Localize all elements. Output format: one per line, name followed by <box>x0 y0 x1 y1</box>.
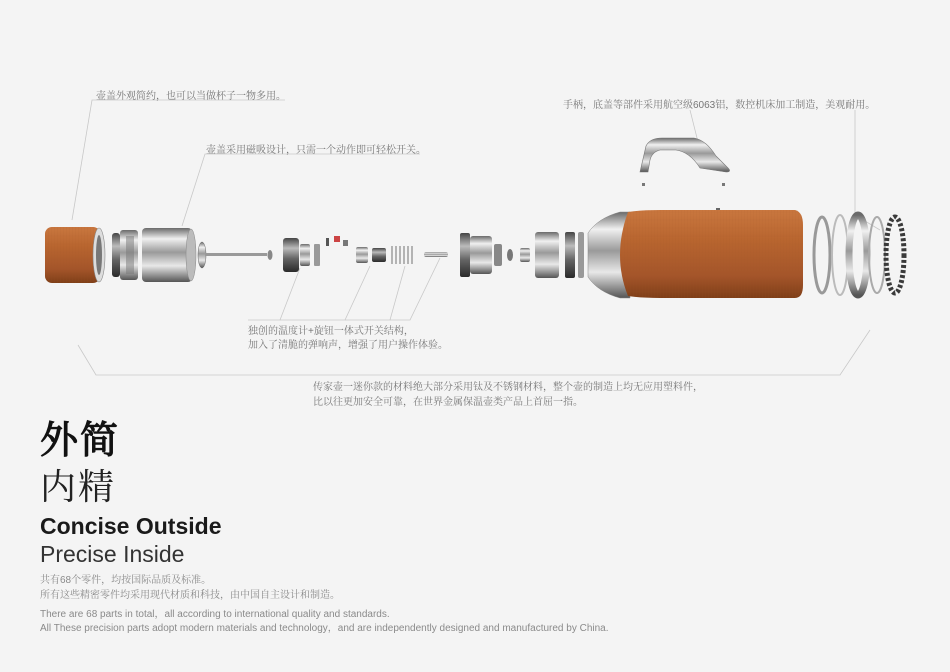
headline-cn-bold: 外简 <box>40 418 121 462</box>
description-en-line1: There are 68 parts in total，all according to international quality and standards. <box>40 609 390 620</box>
note-lid-appearance: 壶盖外观简约，也可以当做杯子一物多用。 <box>96 91 286 102</box>
note-lid-magnetic: 壶盖采用磁吸设计，只需一个动作即可轻松开关。 <box>206 145 426 156</box>
knob-gear-parts <box>283 236 348 272</box>
wooden-lid-cup <box>45 227 105 283</box>
bottle-body <box>588 210 803 298</box>
headline-cn-light: 内精 <box>40 467 117 508</box>
note-material-line2: 比以往更加安全可靠，在世界金属保温壶类产品上首屈一指。 <box>313 397 583 408</box>
lid-rings <box>112 230 138 280</box>
note-thermo-line1: 独创的温度计+旋钮一体式开关结构， <box>248 326 414 337</box>
note-material-line1: 传家壶一迷你款的材料绝大部分采用钛及不锈钢材料，整个壶的制造上均无应用塑料件， <box>313 382 703 393</box>
description-cn-line1: 共有68个零件，均按国际品质及标准。 <box>40 575 212 586</box>
aluminium-handle <box>640 138 730 212</box>
spring-assembly <box>356 246 448 264</box>
bottom-rings <box>814 215 904 295</box>
note-thermo-line2: 加入了清脆的弹响声，增强了用户操作体验。 <box>248 340 448 351</box>
description-cn-line2: 所有这些精密零件均采用现代材质和科技，由中国自主设计和制造。 <box>40 590 340 601</box>
valve-body <box>460 233 530 277</box>
headline-en-bold: Concise Outside <box>40 513 222 539</box>
note-handle: 手柄，底盖等部件采用航空级6063铝，数控机床加工制造，美观耐用。 <box>563 100 876 111</box>
description-en-line2: All These precision parts adopt modern materials and technology，and are independently designed and manufactured by China. <box>40 623 609 634</box>
headline-en-light: Precise Inside <box>40 541 185 567</box>
stainless-inner-cup <box>142 228 196 282</box>
thermometer-rod <box>198 242 273 268</box>
neck-parts <box>535 232 584 278</box>
